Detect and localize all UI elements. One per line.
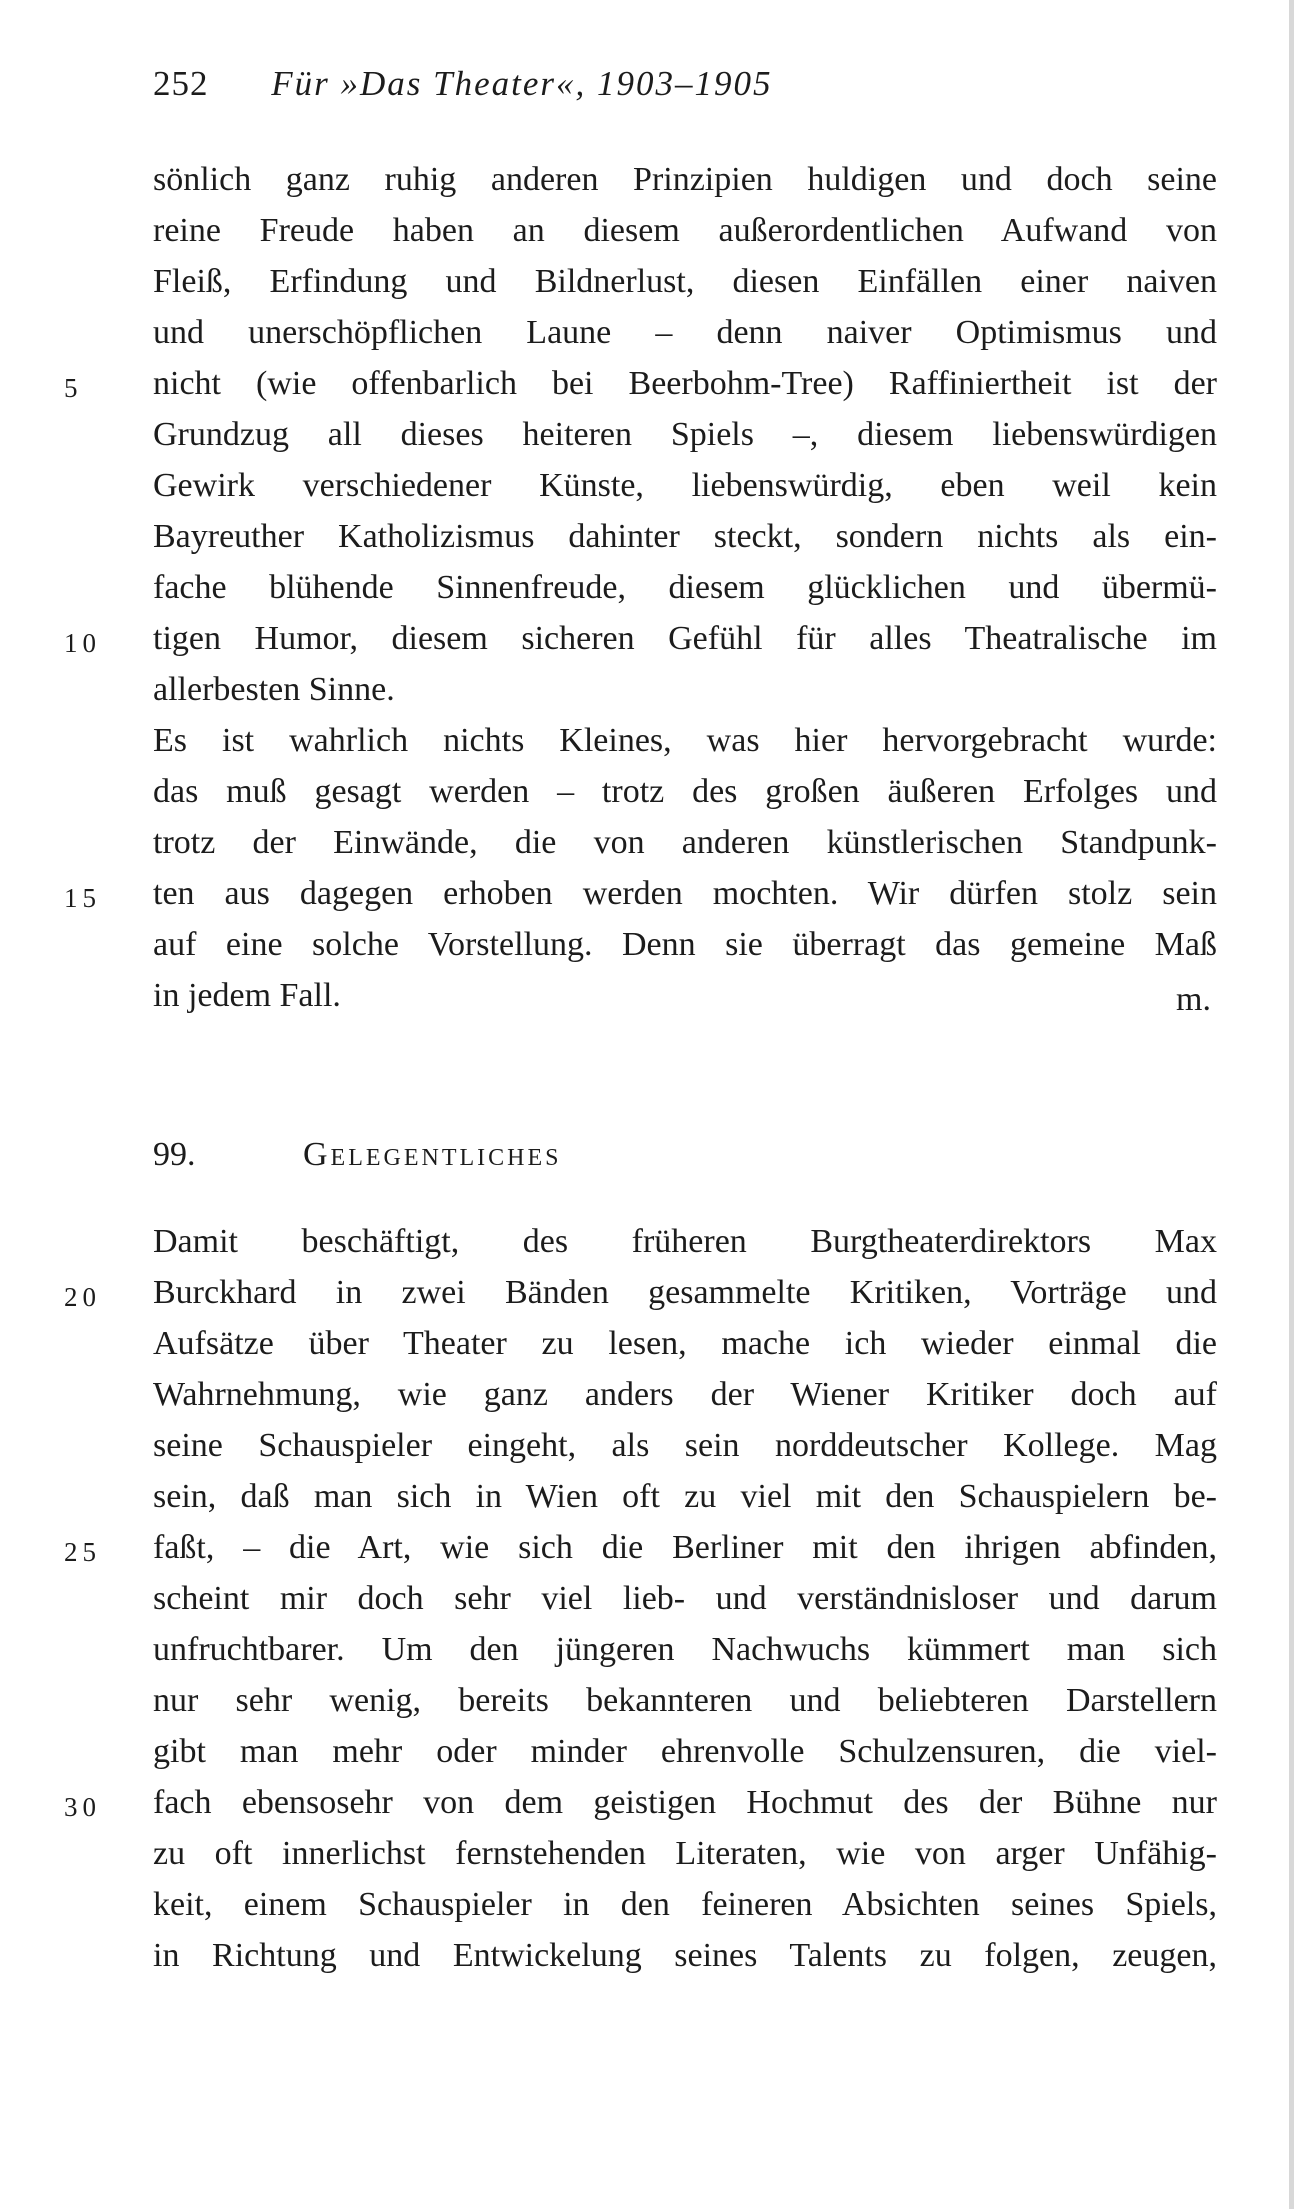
line-number: 25	[64, 1537, 101, 1567]
text-line: faßt, – die Art, wie sich die Berliner mit den ihrigen abfinden,	[153, 1529, 1217, 1566]
text-line: scheint mir doch sehr viel lieb- und verständnisloser und darum	[153, 1580, 1217, 1617]
text-line: reine Freude haben an diesem außerordentlichen Aufwand von	[153, 212, 1217, 249]
text-line: nur sehr wenig, bereits bekannteren und beliebteren Darstellern	[153, 1682, 1217, 1719]
text-line: Grundzug all dieses heiteren Spiels –, diesem liebenswürdigen	[153, 416, 1217, 453]
text-line: in Richtung und Entwickelung seines Talents zu folgen, zeugen,	[153, 1937, 1217, 1974]
text-line: gibt man mehr oder minder ehrenvolle Schulzensuren, die viel-	[153, 1733, 1217, 1770]
text-line: fach ebensosehr von dem geistigen Hochmut des der Bühne nur	[153, 1784, 1217, 1821]
running-title: Für »Das Theater«, 1903–1905	[271, 64, 773, 103]
text-line: Gewirk verschiedener Künste, liebenswürdig, eben weil kein	[153, 467, 1217, 504]
text-line: trotz der Einwände, die von anderen künstlerischen Standpunk-	[153, 824, 1217, 861]
text-line: auf eine solche Vorstellung. Denn sie überragt das gemeine Maß	[153, 926, 1217, 963]
text-line: allerbesten Sinne.	[153, 671, 395, 708]
line-number: 15	[64, 883, 101, 913]
text-line: sönlich ganz ruhig anderen Prinzipien huldigen und doch seine	[153, 161, 1217, 198]
text-line: Burckhard in zwei Bänden gesammelte Kritiken, Vorträge und	[153, 1274, 1217, 1311]
text-line: fache blühende Sinnenfreude, diesem glücklichen und übermü-	[153, 569, 1217, 606]
section-number: 99.	[153, 1136, 196, 1173]
line-number: 20	[64, 1282, 101, 1312]
text-line: Bayreuther Katholizismus dahinter steckt, sondern nichts als ein-	[153, 518, 1217, 555]
running-header	[153, 62, 773, 106]
text-line: zu oft innerlichst fernstehenden Literaten, wie von arger Unfähig-	[153, 1835, 1217, 1872]
text-line: Wahrnehmung, wie ganz anders der Wiener Kritiker doch auf	[153, 1376, 1217, 1413]
text-line: keit, einem Schauspieler in den feineren Absichten seines Spiels,	[153, 1886, 1217, 1923]
text-line: sein, daß man sich in Wien oft zu viel mit den Schauspielern be-	[153, 1478, 1217, 1515]
page-number: 252	[153, 64, 209, 103]
text-line: tigen Humor, diesem sicheren Gefühl für alles Theatralische im	[153, 620, 1217, 657]
text-line: Damit beschäftigt, des früheren Burgtheaterdirektors Max	[153, 1223, 1217, 1260]
text-line: unfruchtbarer. Um den jüngeren Nachwuchs kümmert man sich	[153, 1631, 1217, 1668]
text-line: Es ist wahrlich nichts Kleines, was hier hervorgebracht wurde:	[153, 722, 1217, 759]
text-line: ten aus dagegen erhoben werden mochten. Wir dürfen stolz sein	[153, 875, 1217, 912]
text-line: seine Schauspieler eingeht, als sein norddeutscher Kollege. Mag	[153, 1427, 1217, 1464]
text-line: Fleiß, Erfindung und Bildnerlust, diesen Einfällen einer naiven	[153, 263, 1217, 300]
author-signature: m.	[1176, 981, 1211, 1018]
line-number: 5	[64, 373, 83, 403]
line-number: 10	[64, 628, 101, 658]
line-number: 30	[64, 1792, 101, 1822]
text-line: und unerschöpflichen Laune – denn naiver Optimismus und	[153, 314, 1217, 351]
section-title: Gelegentliches	[303, 1136, 562, 1173]
text-line: in jedem Fall.	[153, 977, 341, 1014]
section-heading	[153, 1133, 562, 1177]
text-line: Aufsätze über Theater zu lesen, mache ich wieder einmal die	[153, 1325, 1217, 1362]
page-edge	[1289, 0, 1294, 2209]
text-line: nicht (wie offenbarlich bei Beerbohm-Tree) Raffiniertheit ist der	[153, 365, 1217, 402]
text-line: das muß gesagt werden – trotz des großen äußeren Erfolges und	[153, 773, 1217, 810]
